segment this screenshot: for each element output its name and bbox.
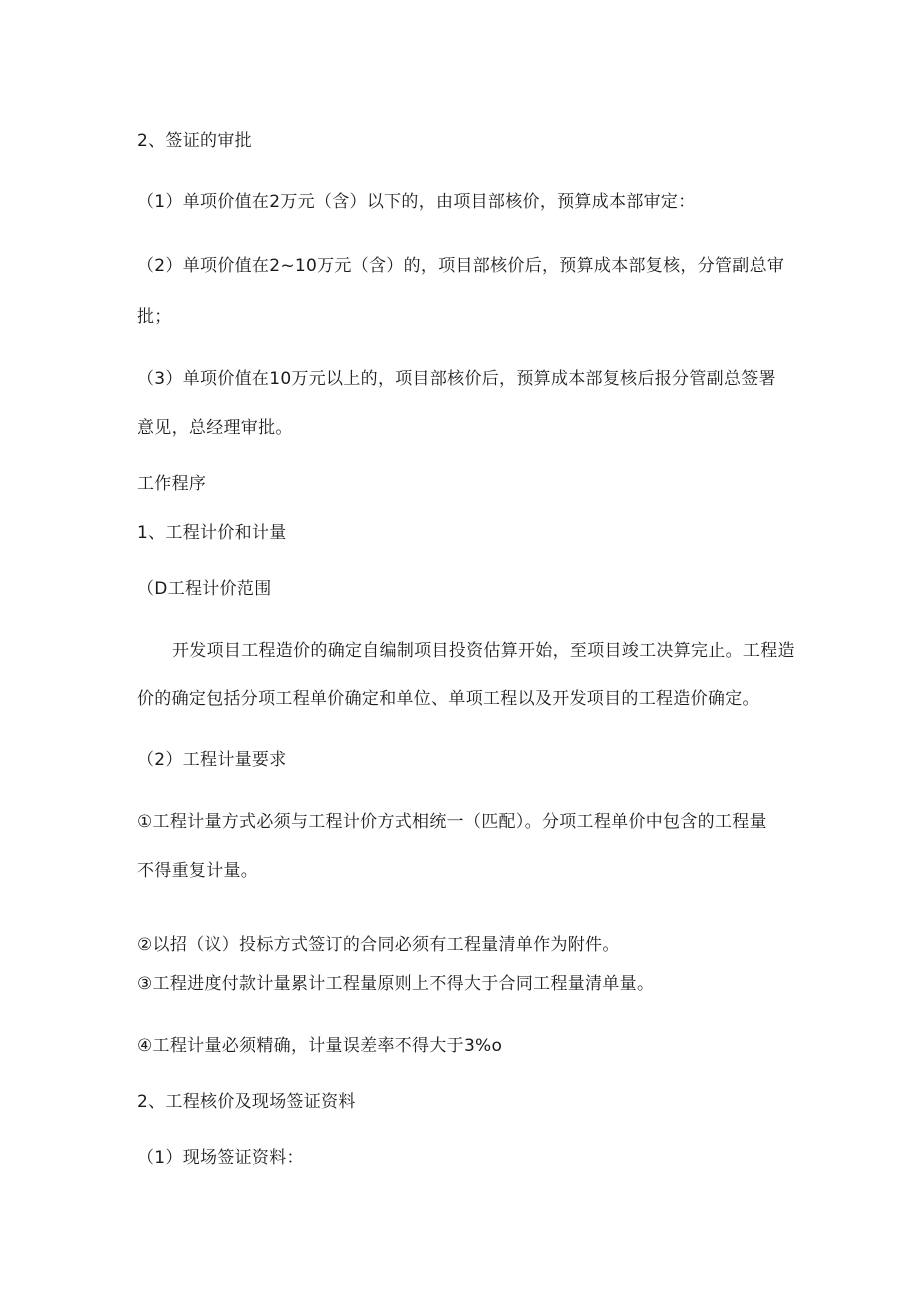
paragraph-item-2: （2）单项价值在2~10万元（含）的，项目部核价后，预算成本部复核，分管副总审: [137, 256, 785, 276]
list-item-requirement-4: ④工程计量必须精确，计量误差率不得大于3%o: [137, 1036, 503, 1056]
subheading-pricing-scope: （D工程计价范围: [137, 579, 272, 599]
list-item-requirement-2: ②以招（议）投标方式签订的合同必须有工程量清单作为附件。: [137, 935, 620, 955]
paragraph-item-3-continued: 意见，总经理审批。: [137, 418, 293, 438]
paragraph-item-2-continued: 批；: [137, 307, 172, 327]
paragraph-item-1: （1）单项价值在2万元（含）以下的，由项目部核价，预算成本部审定：: [137, 192, 696, 212]
list-item-requirement-1-continued: 不得重复计量。: [137, 861, 259, 881]
paragraph-pricing-scope-continued: 价的确定包括分项工程单价确定和单位、单项工程以及开发项目的工程造价确定。: [137, 689, 760, 709]
list-item-requirement-3: ③工程进度付款计量累计工程量原则上不得大于合同工程量清单量。: [137, 974, 655, 994]
section-heading-pricing-and-measurement: 1、工程计价和计量: [137, 523, 287, 543]
paragraph-item-3: （3）单项价值在10万元以上的，项目部核价后，预算成本部复核后报分管副总签署: [137, 369, 776, 389]
section-heading-verification-materials: 2、工程核价及现场签证资料: [137, 1092, 356, 1112]
paragraph-pricing-scope: 开发项目工程造价的确定自编制项目投资估算开始，至项目竣工决算完止。工程造: [172, 641, 795, 661]
subheading-measurement-requirements: （2）工程计量要求: [137, 750, 287, 770]
subheading-site-visa-materials: （1）现场签证资料：: [137, 1148, 304, 1168]
section-heading-work-procedure: 工作程序: [137, 474, 207, 494]
list-item-requirement-1: ①工程计量方式必须与工程计价方式相统一（匹配）。分项工程单价中包含的工程量: [137, 812, 767, 832]
section-heading-visa-approval: 2、签证的审批: [137, 131, 252, 151]
